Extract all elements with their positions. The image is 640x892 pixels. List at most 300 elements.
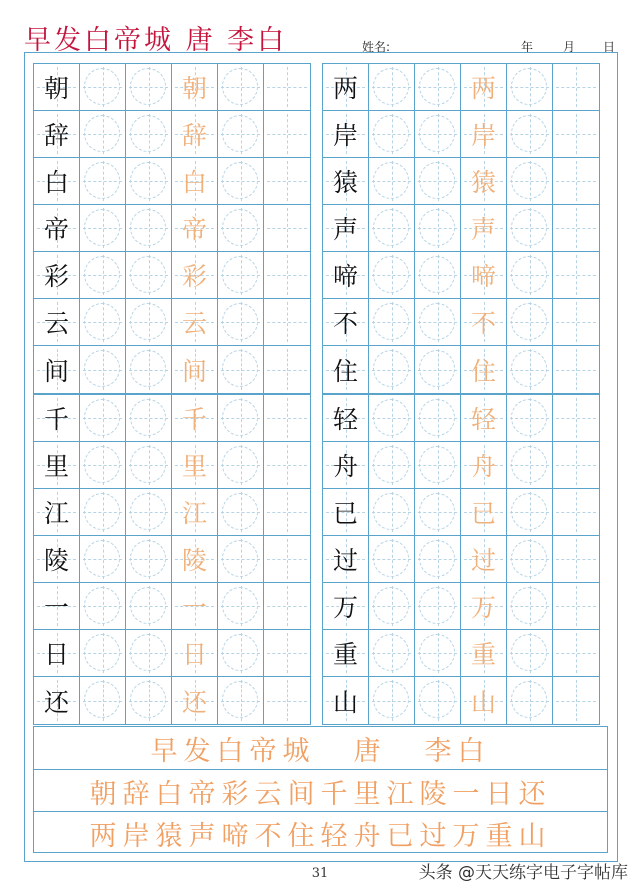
guide-circle	[511, 681, 547, 718]
grid-cell	[507, 583, 553, 630]
guide-circle	[373, 587, 409, 624]
grid-cell	[172, 442, 218, 489]
grid-cell	[415, 489, 461, 536]
grid-cell	[218, 158, 264, 205]
grid-cell	[126, 252, 172, 299]
grid-cell	[126, 64, 172, 111]
grid-cell	[80, 111, 126, 158]
grid-cell	[369, 346, 415, 393]
grid-cell	[80, 252, 126, 299]
grid-cell	[507, 346, 553, 393]
grid-cell	[34, 630, 80, 677]
grid-cell	[415, 111, 461, 158]
grid-cell	[34, 536, 80, 583]
grid-cell	[553, 346, 599, 393]
grid-cell	[415, 677, 461, 724]
grid-cell	[461, 205, 507, 252]
grid-cell	[553, 64, 599, 111]
practice-grid-1	[33, 63, 311, 394]
grid-cell	[415, 442, 461, 489]
grid-cell	[126, 111, 172, 158]
grid-cell	[34, 205, 80, 252]
grid-cell	[461, 158, 507, 205]
guide-circle	[84, 209, 120, 246]
grid-cell	[369, 442, 415, 489]
grid-cell	[126, 299, 172, 346]
grid-cell	[80, 677, 126, 724]
guide-circle	[419, 446, 455, 483]
grid-cell	[264, 299, 310, 346]
grid-cell	[126, 630, 172, 677]
grid-cell	[172, 489, 218, 536]
guide-circle	[419, 68, 455, 105]
watermark: 头条 @天天练字电子字帖库	[418, 863, 628, 883]
grid-cell	[461, 442, 507, 489]
model-character: 千	[43, 405, 69, 434]
grid-cell	[415, 64, 461, 111]
trace-character: 千	[181, 405, 207, 434]
grid-cell	[369, 158, 415, 205]
guide-circle	[84, 493, 120, 530]
guide-circle	[419, 540, 455, 577]
grid-cell	[218, 299, 264, 346]
guide-circle	[511, 350, 547, 387]
grid-cell	[415, 395, 461, 442]
guide-circle	[511, 115, 547, 152]
guide-circle	[419, 115, 455, 152]
grid-cell	[461, 489, 507, 536]
guide-circle	[222, 446, 258, 483]
trace-character: 间	[181, 356, 207, 386]
grid-cell	[80, 489, 126, 536]
trace-character: 不	[470, 309, 496, 338]
guide-circle	[373, 493, 409, 530]
guide-circle	[222, 209, 258, 246]
grid-cell	[218, 583, 264, 630]
guide-circle	[373, 399, 409, 436]
grid-cell	[126, 346, 172, 393]
grid-cell	[264, 489, 310, 536]
grid-cell	[461, 677, 507, 724]
grid-cell	[172, 111, 218, 158]
guide-circle	[130, 303, 166, 340]
grid-cell	[34, 442, 80, 489]
model-character: 两	[332, 74, 358, 103]
guide-circle	[222, 303, 258, 340]
model-character: 舟	[332, 452, 358, 481]
grid-cell	[369, 205, 415, 252]
model-character: 帝	[43, 215, 69, 244]
guide-circle	[130, 256, 166, 293]
grid-cell	[323, 677, 369, 724]
practice-grid-3	[33, 394, 311, 725]
guide-circle	[419, 634, 455, 671]
poem-author: 李白	[424, 735, 491, 767]
year-label: 年	[521, 40, 534, 54]
grid-cell	[126, 677, 172, 724]
guide-circle	[222, 493, 258, 530]
trace-character: 日	[181, 640, 207, 669]
grid-cell	[461, 111, 507, 158]
grid-cell	[507, 64, 553, 111]
guide-circle	[373, 350, 409, 387]
grid-cell	[34, 158, 80, 205]
model-character: 辞	[43, 121, 69, 150]
guide-circle	[222, 256, 258, 293]
grid-cell	[461, 346, 507, 393]
guide-circle	[222, 68, 258, 105]
grid-cell	[172, 395, 218, 442]
grid-cell	[218, 64, 264, 111]
month-label: 月	[563, 40, 576, 54]
guide-circle	[373, 681, 409, 718]
grid-cell	[80, 158, 126, 205]
model-character: 一	[43, 593, 69, 622]
model-character: 猿	[332, 168, 358, 197]
grid-cell	[218, 252, 264, 299]
grid-cell	[461, 395, 507, 442]
grid-cell	[369, 64, 415, 111]
trace-character: 啼	[470, 262, 496, 291]
guide-circle	[222, 115, 258, 152]
grid-cell	[34, 677, 80, 724]
grid-cell	[323, 395, 369, 442]
grid-cell	[369, 111, 415, 158]
grid-cell	[264, 536, 310, 583]
grid-cell	[218, 677, 264, 724]
tracing-panel	[33, 726, 608, 853]
guide-circle	[419, 681, 455, 718]
page-number: 31	[311, 866, 329, 881]
grid-cell	[34, 111, 80, 158]
guide-circle	[511, 68, 547, 105]
grid-cell	[218, 536, 264, 583]
poem-title: 早发白帝城	[150, 735, 316, 767]
trace-character: 住	[470, 356, 496, 386]
guide-circle	[511, 162, 547, 199]
grid-cell	[264, 346, 310, 393]
guide-circle	[130, 681, 166, 718]
guide-circle	[419, 256, 455, 293]
guide-circle	[84, 634, 120, 671]
guide-circle	[84, 256, 120, 293]
guide-circle	[419, 303, 455, 340]
grid-cell	[553, 111, 599, 158]
guide-circle	[84, 681, 120, 718]
grid-cell	[553, 583, 599, 630]
trace-character: 辞	[181, 121, 207, 150]
grid-cell	[323, 252, 369, 299]
grid-cell	[553, 630, 599, 677]
grid-cell	[80, 442, 126, 489]
guide-circle	[419, 493, 455, 530]
grid-cell	[461, 630, 507, 677]
model-character: 里	[43, 452, 69, 481]
grid-cell	[323, 299, 369, 346]
grid-cell	[218, 489, 264, 536]
guide-circle	[222, 587, 258, 624]
grid-cell	[264, 677, 310, 724]
guide-circle	[222, 162, 258, 199]
trace-character: 山	[470, 687, 496, 717]
day-label: 日	[603, 40, 616, 54]
grid-cell	[80, 64, 126, 111]
grid-cell	[415, 630, 461, 677]
grid-cell	[369, 536, 415, 583]
guide-circle	[511, 303, 547, 340]
grid-cell	[323, 158, 369, 205]
guide-circle	[511, 540, 547, 577]
grid-cell	[264, 158, 310, 205]
guide-circle	[84, 350, 120, 387]
trace-character: 两	[470, 74, 496, 103]
grid-cell	[172, 252, 218, 299]
guide-circle	[84, 446, 120, 483]
grid-cell	[218, 442, 264, 489]
grid-cell	[34, 395, 80, 442]
grid-cell	[172, 346, 218, 393]
grid-cell	[507, 158, 553, 205]
guide-circle	[84, 399, 120, 436]
grid-cell	[172, 677, 218, 724]
guide-circle	[130, 162, 166, 199]
grid-cell	[369, 299, 415, 346]
grid-cell	[415, 299, 461, 346]
grid-cell	[415, 346, 461, 393]
guide-circle	[84, 587, 120, 624]
trace-character: 云	[181, 309, 207, 338]
guide-circle	[511, 256, 547, 293]
trace-character: 彩	[181, 262, 207, 291]
grid-cell	[172, 536, 218, 583]
model-character: 朝	[43, 74, 69, 103]
trace-character: 舟	[470, 452, 496, 481]
grid-cell	[264, 395, 310, 442]
grid-cell	[507, 536, 553, 583]
grid-cell	[369, 583, 415, 630]
trace-character: 还	[181, 687, 207, 717]
guide-circle	[130, 540, 166, 577]
guide-circle	[84, 303, 120, 340]
page-title: 早发白帝城 唐 李白	[24, 25, 288, 56]
guide-circle	[84, 540, 120, 577]
grid-cell	[264, 111, 310, 158]
grid-cell	[369, 630, 415, 677]
grid-cell	[461, 64, 507, 111]
grid-cell	[369, 395, 415, 442]
trace-character: 声	[470, 215, 496, 244]
model-character: 岸	[332, 121, 358, 150]
guide-circle	[373, 634, 409, 671]
guide-circle	[373, 540, 409, 577]
grid-cell	[323, 583, 369, 630]
model-character: 陵	[43, 546, 69, 575]
grid-cell	[264, 630, 310, 677]
model-character: 声	[332, 215, 358, 244]
grid-cell	[264, 583, 310, 630]
guide-circle	[222, 350, 258, 387]
grid-cell	[369, 677, 415, 724]
grid-cell	[80, 205, 126, 252]
grid-cell	[507, 442, 553, 489]
grid-cell	[415, 583, 461, 630]
grid-cell	[323, 111, 369, 158]
trace-character: 万	[470, 593, 496, 622]
guide-circle	[373, 303, 409, 340]
trace-character: 重	[470, 640, 496, 669]
grid-cell	[461, 299, 507, 346]
grid-cell	[553, 158, 599, 205]
guide-circle	[511, 446, 547, 483]
guide-circle	[511, 209, 547, 246]
guide-circle	[511, 399, 547, 436]
grid-cell	[126, 583, 172, 630]
grid-cell	[323, 442, 369, 489]
grid-cell	[323, 536, 369, 583]
grid-cell	[172, 583, 218, 630]
model-character: 江	[43, 499, 69, 528]
grid-cell	[172, 299, 218, 346]
trace-character: 猿	[470, 168, 496, 197]
grid-cell	[507, 630, 553, 677]
grid-cell	[80, 630, 126, 677]
guide-circle	[419, 399, 455, 436]
grid-cell	[461, 252, 507, 299]
guide-circle	[130, 399, 166, 436]
grid-cell	[415, 252, 461, 299]
tracing-line-2: 两岸猿声啼不住轻舟已过万重山	[34, 811, 607, 854]
grid-cell	[323, 346, 369, 393]
grid-cell	[553, 677, 599, 724]
grid-cell	[218, 395, 264, 442]
trace-character: 朝	[181, 74, 207, 103]
grid-cell	[172, 205, 218, 252]
grid-cell	[323, 205, 369, 252]
grid-cell	[264, 205, 310, 252]
guide-circle	[130, 634, 166, 671]
grid-cell	[507, 299, 553, 346]
model-character: 日	[43, 640, 69, 669]
trace-character: 轻	[470, 405, 496, 434]
model-character: 已	[332, 499, 358, 528]
guide-circle	[511, 634, 547, 671]
grid-cell	[34, 489, 80, 536]
grid-cell	[218, 111, 264, 158]
grid-cell	[553, 252, 599, 299]
grid-cell	[80, 583, 126, 630]
grid-cell	[126, 205, 172, 252]
grid-cell	[553, 536, 599, 583]
model-character: 还	[43, 687, 69, 717]
tracing-title-line	[34, 727, 607, 769]
model-character: 万	[332, 593, 358, 622]
grid-cell	[172, 64, 218, 111]
grid-cell	[34, 583, 80, 630]
guide-circle	[511, 493, 547, 530]
grid-cell	[507, 111, 553, 158]
grid-cell	[323, 64, 369, 111]
guide-circle	[84, 68, 120, 105]
grid-cell	[507, 395, 553, 442]
guide-circle	[373, 115, 409, 152]
grid-cell	[126, 395, 172, 442]
guide-circle	[373, 68, 409, 105]
grid-cell	[264, 442, 310, 489]
guide-circle	[130, 493, 166, 530]
trace-character: 江	[181, 499, 207, 528]
grid-cell	[553, 395, 599, 442]
guide-circle	[373, 209, 409, 246]
grid-cell	[126, 158, 172, 205]
guide-circle	[130, 115, 166, 152]
grid-cell	[80, 299, 126, 346]
grid-cell	[461, 536, 507, 583]
grid-cell	[507, 489, 553, 536]
model-character: 啼	[332, 262, 358, 291]
trace-character: 一	[181, 593, 207, 622]
grid-cell	[415, 536, 461, 583]
model-character: 白	[43, 168, 69, 197]
grid-cell	[553, 442, 599, 489]
grid-cell	[553, 299, 599, 346]
grid-cell	[80, 395, 126, 442]
guide-circle	[130, 446, 166, 483]
grid-cell	[34, 252, 80, 299]
trace-character: 已	[470, 499, 496, 528]
grid-cell	[126, 536, 172, 583]
guide-circle	[222, 540, 258, 577]
grid-cell	[34, 299, 80, 346]
grid-cell	[80, 346, 126, 393]
grid-cell	[369, 489, 415, 536]
guide-circle	[373, 162, 409, 199]
guide-circle	[373, 256, 409, 293]
grid-cell	[553, 489, 599, 536]
model-character: 彩	[43, 262, 69, 291]
grid-cell	[264, 252, 310, 299]
grid-cell	[369, 252, 415, 299]
grid-cell	[507, 205, 553, 252]
guide-circle	[419, 587, 455, 624]
tracing-line-1: 朝辞白帝彩云间千里江陵一日还	[34, 769, 607, 812]
trace-character: 里	[181, 452, 207, 481]
model-character: 轻	[332, 405, 358, 434]
grid-cell	[218, 205, 264, 252]
grid-cell	[264, 64, 310, 111]
name-label: 姓名:	[362, 40, 391, 54]
guide-circle	[130, 350, 166, 387]
grid-cell	[218, 346, 264, 393]
guide-circle	[511, 587, 547, 624]
trace-character: 岸	[470, 121, 496, 150]
guide-circle	[222, 399, 258, 436]
grid-cell	[461, 583, 507, 630]
grid-cell	[507, 252, 553, 299]
grid-cell	[34, 64, 80, 111]
grid-cell	[415, 205, 461, 252]
grid-cell	[323, 489, 369, 536]
model-character: 云	[43, 309, 69, 338]
model-character: 不	[332, 309, 358, 338]
grid-cell	[80, 536, 126, 583]
guide-circle	[84, 115, 120, 152]
grid-cell	[507, 677, 553, 724]
guide-circle	[419, 350, 455, 387]
model-character: 重	[332, 640, 358, 669]
grid-cell	[126, 442, 172, 489]
grid-cell	[172, 630, 218, 677]
guide-circle	[84, 162, 120, 199]
